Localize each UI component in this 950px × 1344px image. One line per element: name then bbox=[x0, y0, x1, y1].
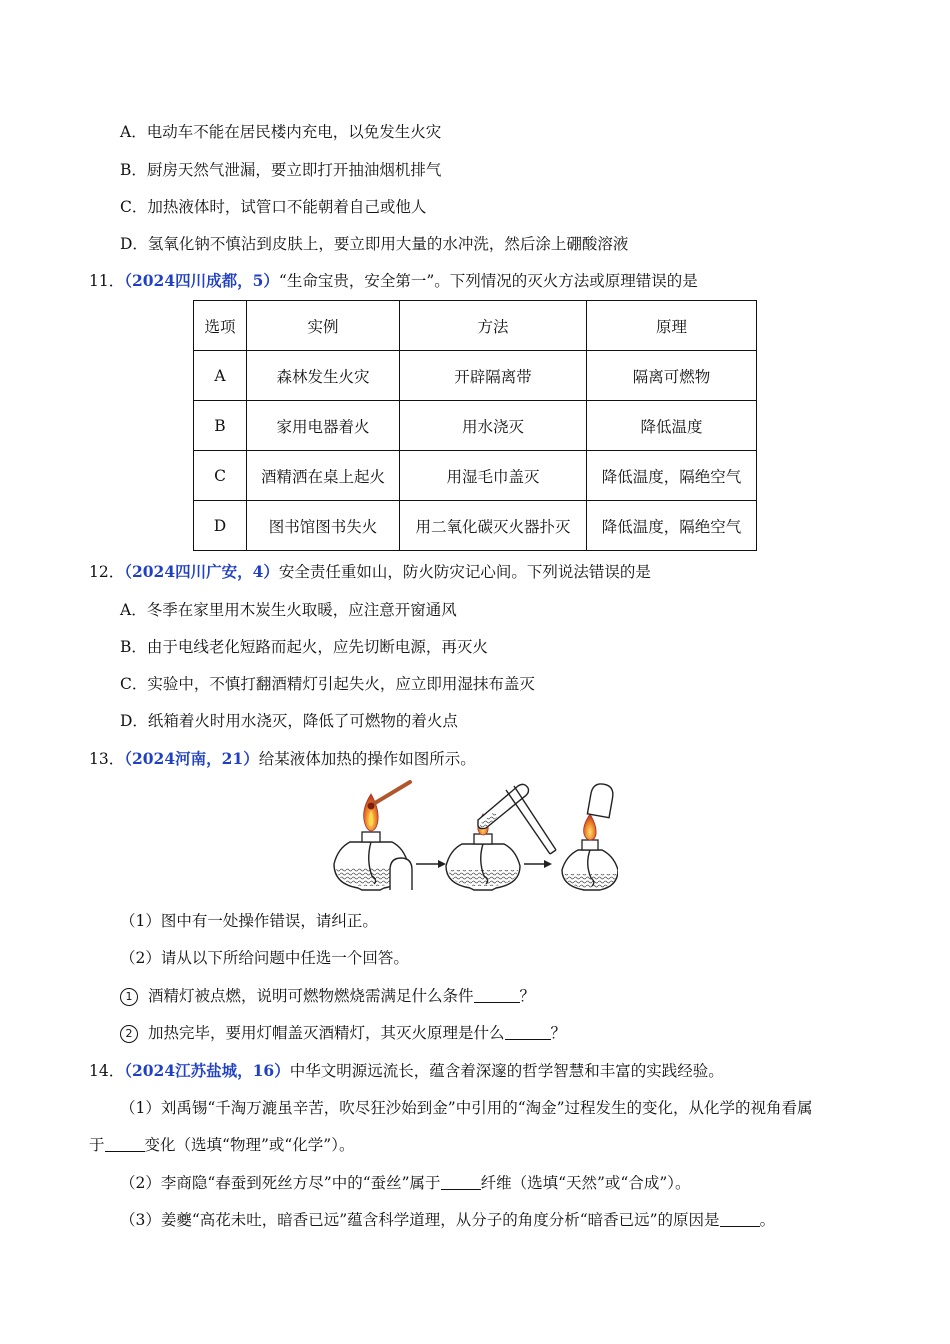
q11-stem: “生命宝贵，安全第一”。下列情况的灭火方法或原理错误的是 bbox=[278, 272, 698, 290]
q14-part-2 bbox=[120, 1173, 691, 1193]
table-cell: 降低温度，隔绝空气 bbox=[587, 501, 757, 551]
q13-choice-1 bbox=[120, 986, 535, 1006]
q11-stem-line bbox=[89, 271, 698, 291]
table-cell: 酒精洒在桌上起火 bbox=[247, 451, 400, 501]
q13-number: 13． bbox=[89, 750, 125, 768]
table-header-cell: 选项 bbox=[194, 301, 247, 351]
alcohol-lamp-diagram bbox=[328, 780, 618, 896]
table-cell: A bbox=[194, 351, 247, 401]
q11-source: （2024四川成都，5） bbox=[124, 271, 279, 290]
q14-part-1-pre: 于 bbox=[89, 1136, 105, 1154]
q13-stem-line bbox=[89, 749, 476, 769]
table-header-cell: 原理 bbox=[587, 301, 757, 351]
table-cell: C bbox=[194, 451, 247, 501]
table-header-row bbox=[194, 301, 757, 351]
q10-option-d: D．氢氧化钠不慎沾到皮肤上，要立即用大量的水冲洗，然后涂上硼酸溶液 bbox=[120, 235, 629, 253]
q12-option-d: D．纸箱着火时用水浇灭，降低了可燃物的着火点 bbox=[120, 712, 458, 730]
table-row bbox=[194, 401, 757, 451]
q12-number: 12． bbox=[89, 563, 125, 581]
q10-option-a: A．电动车不能在居民楼内充电，以免发生火灾 bbox=[120, 123, 442, 141]
q10-option-b: B．厨房天然气泄漏，要立即打开抽油烟机排气 bbox=[120, 161, 442, 179]
table-cell: 用水浇灭 bbox=[400, 401, 587, 451]
q10-option-c: C．加热液体时，试管口不能朝着自己或他人 bbox=[120, 198, 427, 216]
q13-part-1: （1）图中有一处操作错误，请纠正。 bbox=[120, 912, 378, 930]
answer-blank[interactable] bbox=[720, 1212, 760, 1227]
q14-part-1-cont bbox=[89, 1135, 354, 1155]
table-cell: 图书馆图书失火 bbox=[247, 501, 400, 551]
table-cell: 用湿毛巾盖灭 bbox=[400, 451, 587, 501]
table-cell: 开辟隔离带 bbox=[400, 351, 587, 401]
table-row bbox=[194, 501, 757, 551]
q14-stem-line bbox=[89, 1061, 724, 1081]
table-header-cell: 方法 bbox=[400, 301, 587, 351]
q13-choice-2-end: ？ bbox=[550, 1024, 567, 1042]
q14-part-3 bbox=[120, 1210, 775, 1230]
lamp-3 bbox=[562, 814, 618, 890]
circled-number-2: 2 bbox=[120, 1025, 138, 1043]
q14-part-1: （1）刘禹锡“千淘万漉虽辛苦，吹尽狂沙始到金”中引用的“淘金”过程发生的变化，从化学的视角看属 bbox=[120, 1099, 813, 1117]
lamp-cap-icon bbox=[587, 782, 614, 817]
q13-choice-1-end: ？ bbox=[519, 987, 536, 1005]
q14-source: （2024江苏盐城，16） bbox=[124, 1061, 290, 1080]
match-icon bbox=[368, 782, 411, 810]
table-cell: 隔离可燃物 bbox=[587, 351, 757, 401]
table-cell: 降低温度，隔绝空气 bbox=[587, 451, 757, 501]
q12-stem-line bbox=[89, 562, 651, 582]
table-cell: 森林发生火灾 bbox=[247, 351, 400, 401]
q13-choice-2-text: 加热完毕，要用灯帽盖灭酒精灯，其灭火原理是什么 bbox=[148, 1024, 505, 1042]
q12-option-a: A．冬季在家里用木炭生火取暖，应注意开窗通风 bbox=[120, 601, 457, 619]
answer-blank[interactable] bbox=[105, 1137, 145, 1152]
q13-choice-1-text: 酒精灯被点燃，说明可燃物燃烧需满足什么条件 bbox=[148, 987, 474, 1005]
q11-table bbox=[193, 300, 757, 551]
q13-stem: 给某液体加热的操作如图所示。 bbox=[258, 750, 476, 768]
lamp-cap-icon bbox=[390, 858, 412, 890]
table-cell: 家用电器着火 bbox=[247, 401, 400, 451]
q12-stem: 安全责任重如山，防火防灾记心间。下列说法错误的是 bbox=[278, 563, 651, 581]
q12-option-c: C．实验中，不慎打翻酒精灯引起失火，应立即用湿抹布盖灭 bbox=[120, 675, 535, 693]
answer-blank[interactable] bbox=[505, 1025, 551, 1040]
q14-stem: 中华文明源远流长，蕴含着深邃的哲学智慧和丰富的实践经验。 bbox=[289, 1062, 724, 1080]
q12-option-b: B．由于电线老化短路而起火，应先切断电源，再灭火 bbox=[120, 638, 488, 656]
table-cell: B bbox=[194, 401, 247, 451]
table-cell: 降低温度 bbox=[587, 401, 757, 451]
arrow-icon bbox=[416, 860, 446, 868]
table-cell: 用二氧化碳灭火器扑灭 bbox=[400, 501, 587, 551]
q14-part-3-pre: （3）姜夔“高花未吐，暗香已远”蕴含科学道理，从分子的角度分析“暗香已远”的原因是 bbox=[120, 1211, 720, 1229]
q13-choice-2 bbox=[120, 1023, 566, 1043]
answer-blank[interactable] bbox=[474, 988, 520, 1003]
arrow-icon bbox=[524, 860, 552, 868]
q14-part-1-post: 变化（选填“物理”或“化学”）。 bbox=[144, 1136, 355, 1154]
q14-part-2-pre: （2）李商隐“春蚕到死丝方尽”中的“蚕丝”属于 bbox=[120, 1174, 441, 1192]
answer-blank[interactable] bbox=[441, 1175, 481, 1190]
table-cell: D bbox=[194, 501, 247, 551]
q14-number: 14． bbox=[89, 1062, 125, 1080]
q13-source: （2024河南，21） bbox=[124, 749, 259, 768]
q13-part-2: （2）请从以下所给问题中任选一个回答。 bbox=[120, 949, 409, 967]
q14-part-3-post: 。 bbox=[759, 1211, 776, 1229]
q12-source: （2024四川广安，4） bbox=[124, 562, 279, 581]
table-row bbox=[194, 451, 757, 501]
circled-number-1: 1 bbox=[120, 988, 138, 1006]
table-row bbox=[194, 351, 757, 401]
table-header-cell: 实例 bbox=[247, 301, 400, 351]
q11-number: 11． bbox=[89, 272, 125, 290]
q14-part-2-post: 纤维（选填“天然”或“合成”）。 bbox=[480, 1174, 691, 1192]
